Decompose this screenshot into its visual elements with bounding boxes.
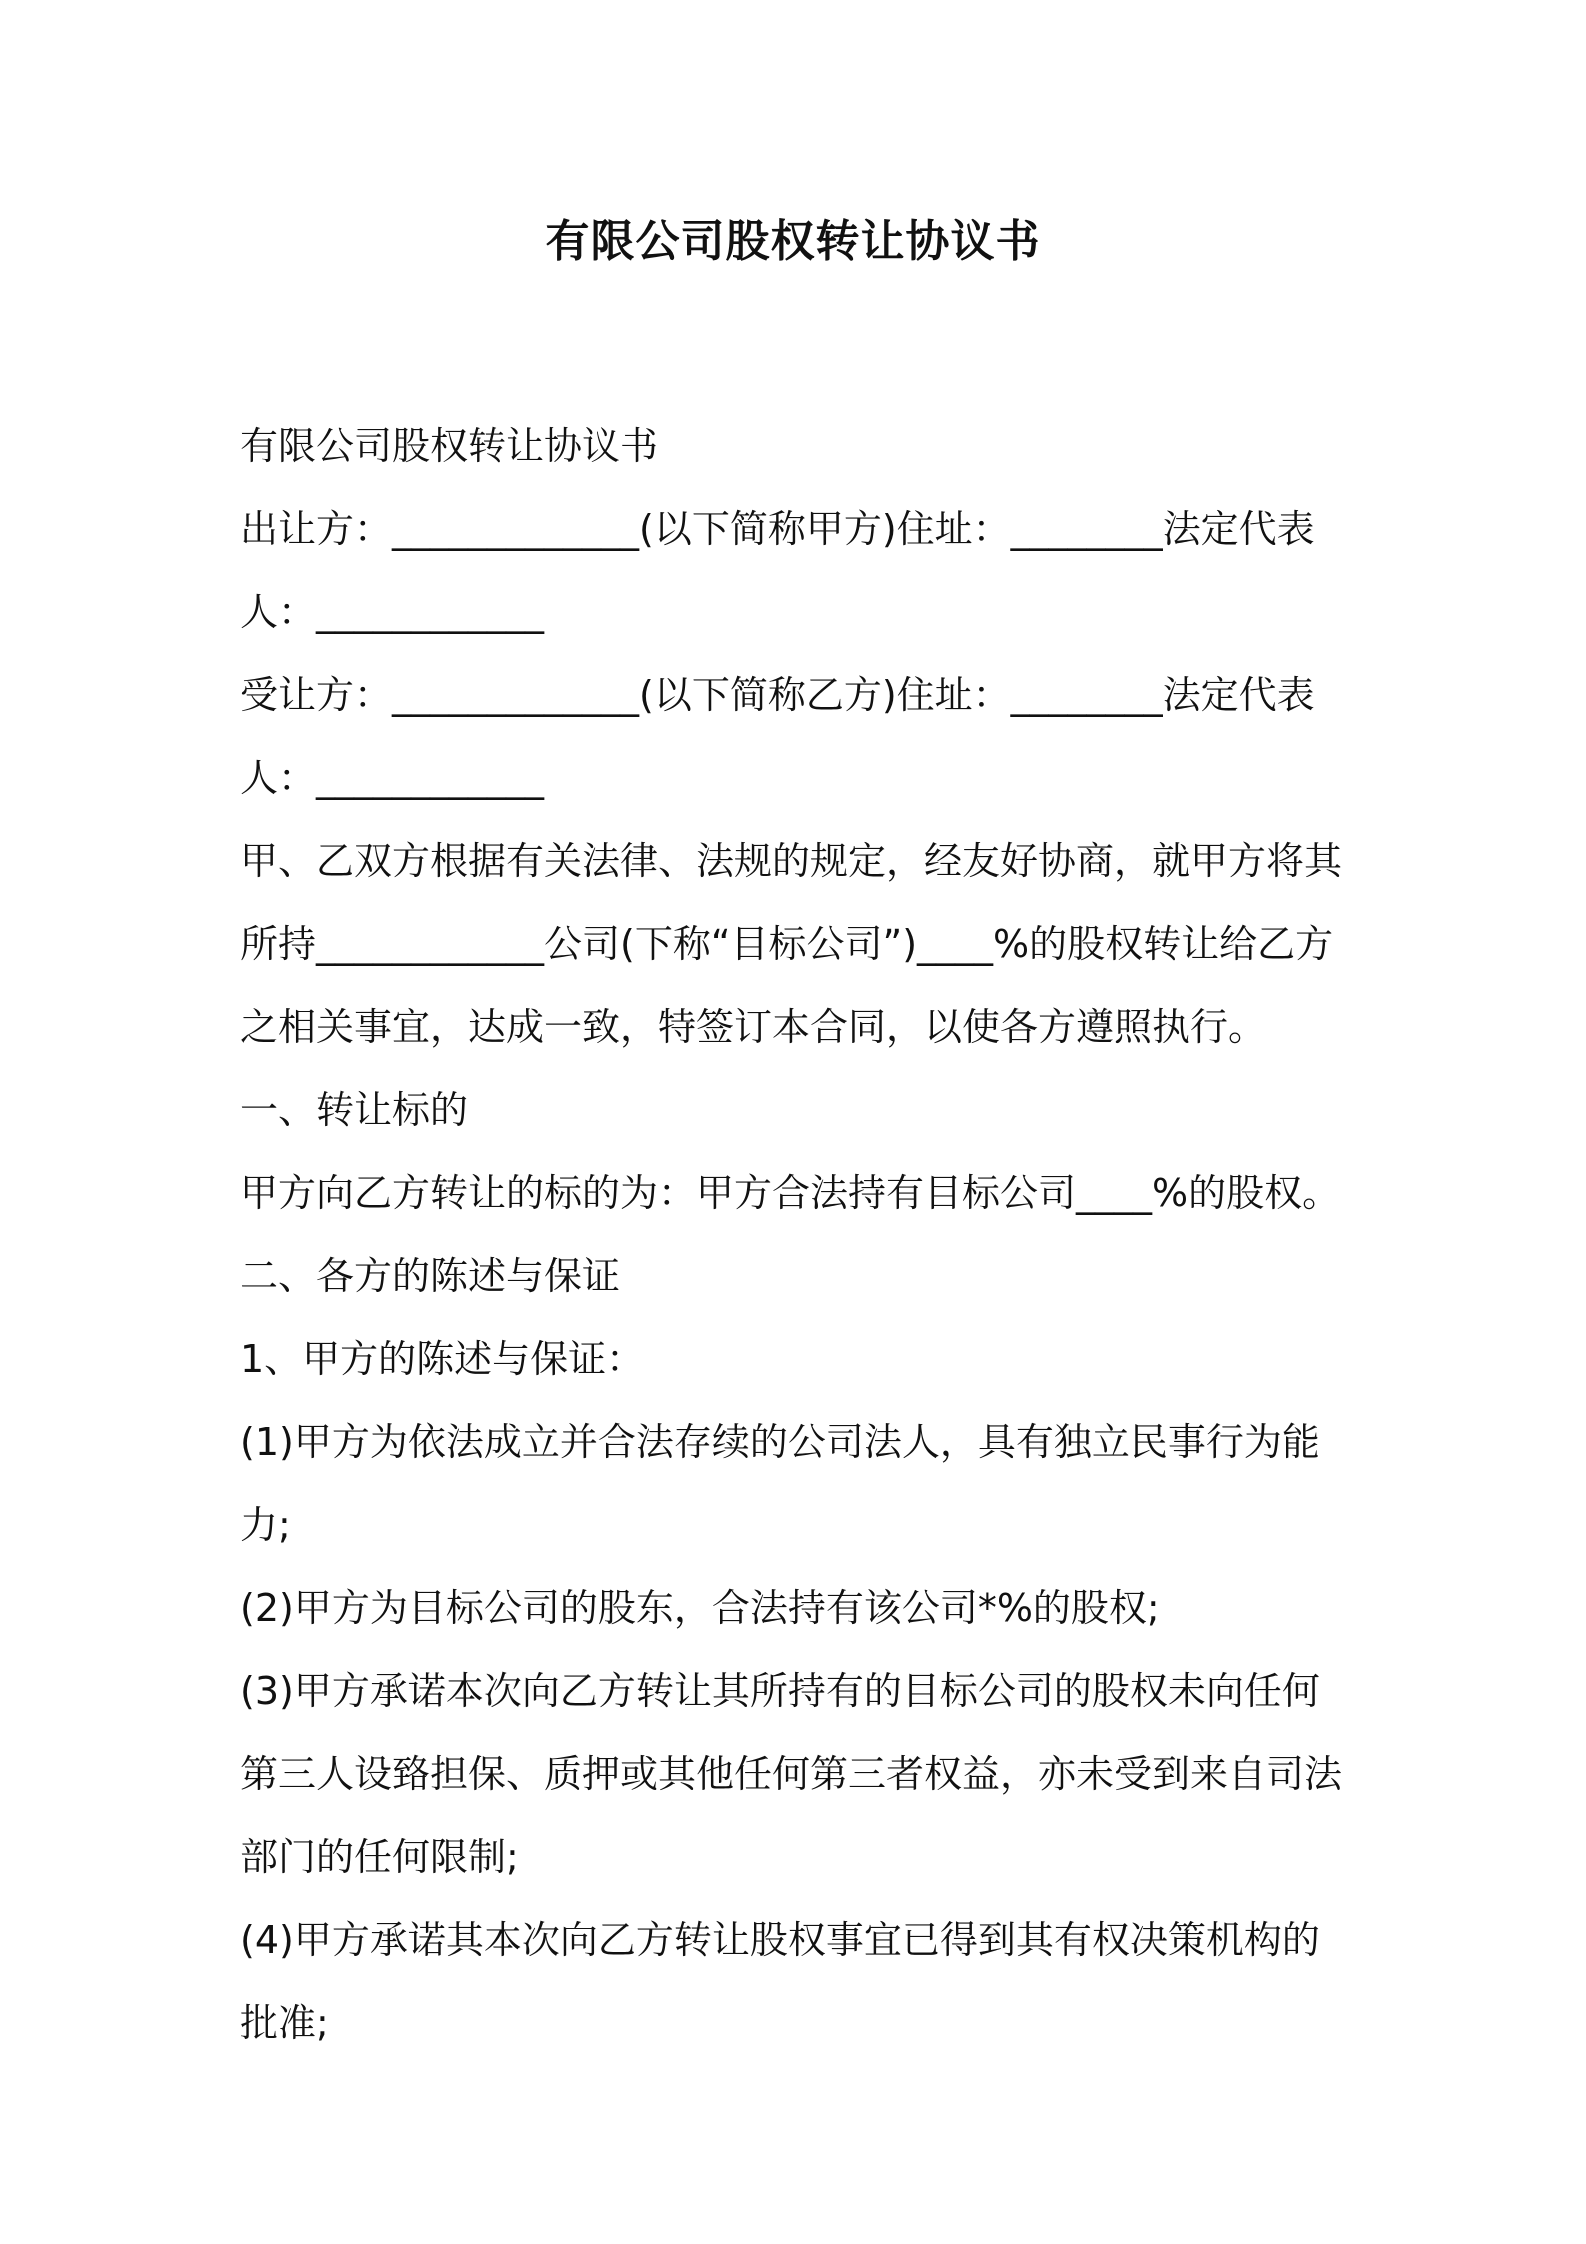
body-heading: 有限公司股权转让协议书 <box>240 424 659 468</box>
clause-heading-party-a: 1、甲方的陈述与保证： <box>240 1337 645 1381</box>
preamble-paragraph: 甲、乙双方根据有关法律、法规的规定，经友好协商，就甲方将其所持____________公司(下称“目标公司”)____%的股权转让给乙方之相关事宜，达成一致，特签订本合同，以使各方遵照执行。 <box>240 839 1343 1049</box>
document-body <box>240 405 1355 2065</box>
clause-item-4: (4)甲方承诺其本次向乙方转让股权事宜已得到其有权决策机构的批准; <box>240 1918 1320 2045</box>
transferee-line: 受让方：_____________(以下简称乙方)住址：________法定代表人：____________ <box>240 673 1315 800</box>
transferor-line: 出让方：_____________(以下简称甲方)住址：________法定代表人：____________ <box>240 507 1315 634</box>
section-two-heading: 二、各方的陈述与保证 <box>240 1254 621 1298</box>
clause-item-2: (2)甲方为目标公司的股东，合法持有该公司*%的股权; <box>240 1586 1160 1630</box>
clause-item-3: (3)甲方承诺本次向乙方转让其所持有的目标公司的股权未向任何第三人设臵担保、质押或其他任何第三者权益，亦未受到来自司法部门的任何限制; <box>240 1669 1343 1879</box>
section-one-heading: 一、转让标的 <box>240 1088 469 1132</box>
document-title: 有限公司股权转让协议书 <box>545 216 1041 267</box>
section-one-text: 甲方向乙方转让的标的为：甲方合法持有目标公司____%的股权。 <box>240 1171 1341 1215</box>
clause-item-1: (1)甲方为依法成立并合法存续的公司法人，具有独立民事行为能力; <box>240 1420 1320 1547</box>
